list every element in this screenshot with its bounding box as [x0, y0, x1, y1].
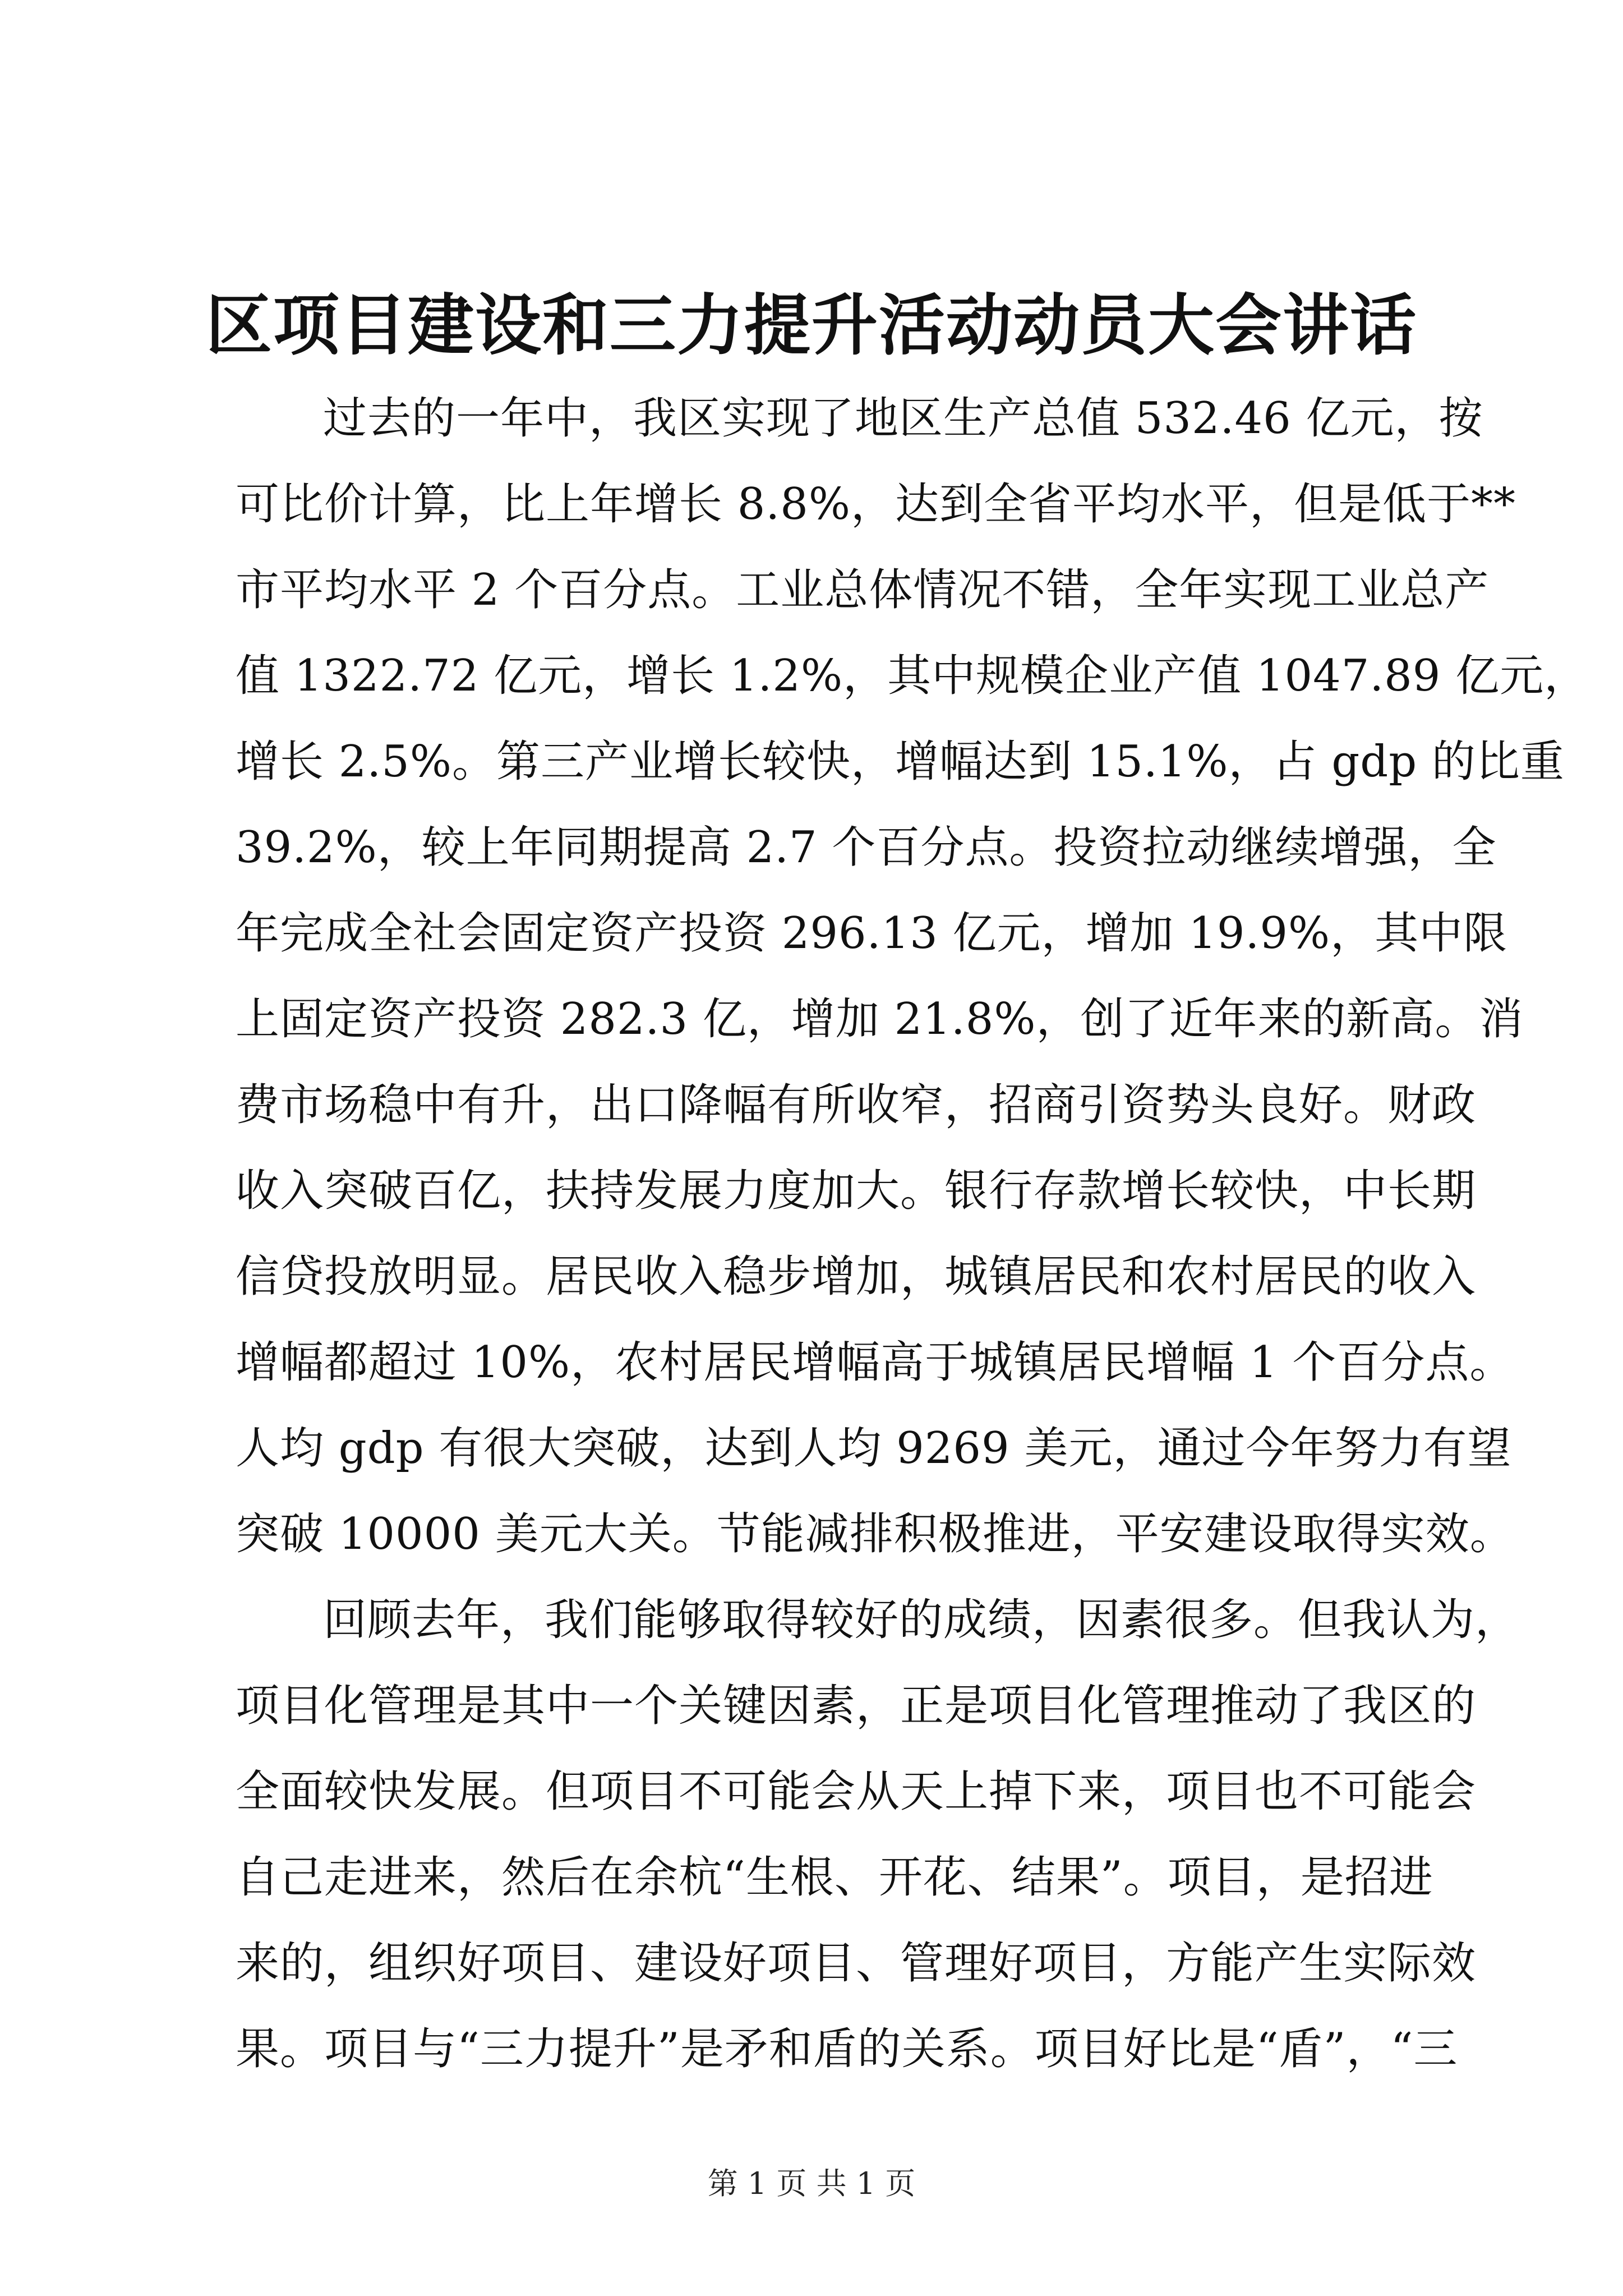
text-line: 全面较快发展。但项目不可能会从天上掉下来，项目也不可能会	[236, 1766, 1477, 1817]
text-line: 人均 gdp 有很大突破，达到人均 9269 美元，通过今年努力有望	[236, 1423, 1512, 1474]
text-line: 上固定资产投资 282.3 亿，增加 21.8%，创了近年来的新高。消	[236, 994, 1524, 1045]
text-line: 项目化管理是其中一个关键因素，正是项目化管理推动了我区的	[236, 1681, 1477, 1731]
page-footer: 第 1 页 共 1 页	[707, 2166, 916, 2201]
text-line: 信贷投放明显。居民收入稳步增加，城镇居民和农村居民的收入	[236, 1251, 1477, 1302]
text-line: 值 1322.72 亿元，增长 1.2%，其中规模企业产值 1047.89 亿元，	[236, 651, 1589, 701]
document-body	[236, 376, 1589, 2092]
text-line: 回顾去年，我们能够取得较好的成绩，因素很多。但我认为，	[323, 1595, 1520, 1645]
text-line: 突破 10000 美元大关。节能减排积极推进，平安建设取得实效。	[236, 1509, 1514, 1559]
text-line: 年完成全社会固定资产投资 296.13 亿元，增加 19.9%，其中限	[236, 908, 1508, 959]
text-line: 增幅都超过 10%，农村居民增幅高于城镇居民增幅 1 个百分点。	[236, 1337, 1514, 1388]
text-line: 可比价计算，比上年增长 8.8%，达到全省平均水平，但是低于**	[236, 479, 1516, 530]
paragraph-1	[236, 376, 1589, 1577]
document-title: 区项目建设和三力提升活动动员大会讲话	[205, 286, 1417, 364]
paragraph-2	[236, 1577, 1520, 2092]
text-line: 收入突破百亿，扶持发展力度加大。银行存款增长较快，中长期	[236, 1166, 1477, 1216]
text-line: 来的，组织好项目、建设好项目、管理好项目，方能产生实际效	[236, 1938, 1477, 1989]
text-line: 39.2%，较上年同期提高 2.7 个百分点。投资拉动继续增强，全	[236, 822, 1497, 873]
text-line: 果。项目与“三力提升”是矛和盾的关系。项目好比是“盾”，“三	[236, 2024, 1458, 2074]
text-line: 过去的一年中，我区实现了地区生产总值 532.46 亿元，按	[323, 393, 1483, 444]
text-line: 市平均水平 2 个百分点。工业总体情况不错，全年实现工业总产	[236, 565, 1490, 615]
text-line: 费市场稳中有升，出口降幅有所收窄，招商引资势头良好。财政	[236, 1080, 1477, 1130]
text-line: 自己走进来，然后在余杭“生根、开花、结果”。项目，是招进	[236, 1852, 1433, 1903]
text-line: 增长 2.5%。第三产业增长较快，增幅达到 15.1%，占 gdp 的比重	[236, 737, 1565, 787]
